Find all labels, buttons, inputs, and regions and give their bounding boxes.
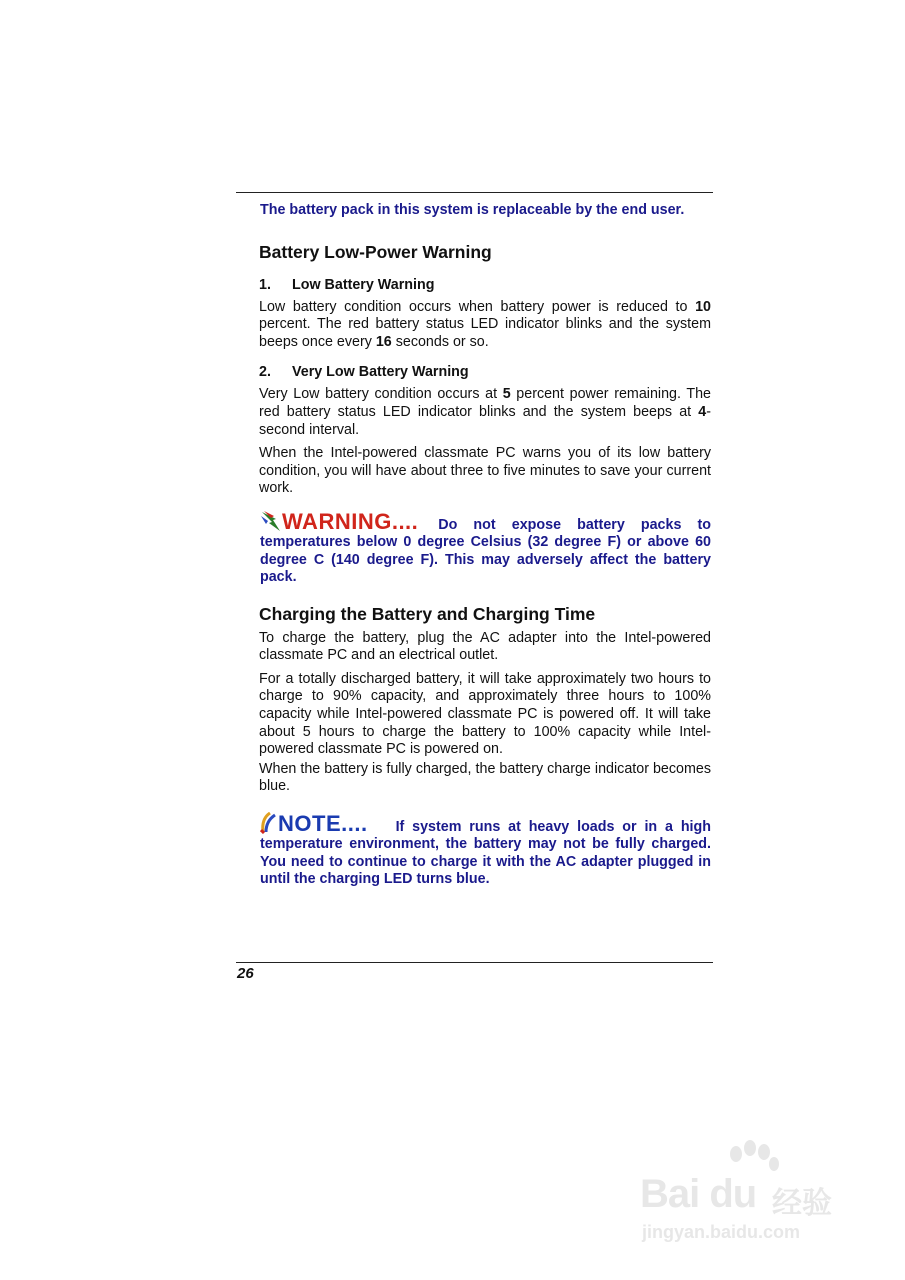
header-rule bbox=[236, 192, 713, 193]
value-10: 10 bbox=[695, 298, 711, 315]
item-number: 1. bbox=[259, 276, 271, 293]
baidu-watermark bbox=[640, 1140, 860, 1250]
text-run: Low battery condition occurs when battery power is reduced to bbox=[259, 298, 696, 315]
text-run: -second interval. bbox=[259, 403, 711, 438]
text-run: Very Low battery condition occurs at bbox=[259, 386, 503, 403]
charge-paragraph-3: When the battery is fully charged, the battery charge indicator becomes blue. bbox=[259, 760, 711, 795]
warning-label: WARNING.... bbox=[282, 508, 419, 534]
item-title: Very Low Battery Warning bbox=[292, 364, 469, 381]
very-low-battery-paragraph bbox=[259, 386, 711, 439]
note-notice bbox=[260, 812, 711, 889]
text-run: seconds or so. bbox=[391, 333, 489, 350]
section-heading-low-power: Battery Low-Power Warning bbox=[259, 241, 492, 262]
item-title: Low Battery Warning bbox=[292, 276, 435, 293]
note-icon bbox=[260, 812, 278, 834]
watermark-url: jingyan.baidu.com bbox=[642, 1222, 801, 1242]
save-work-paragraph: When the Intel-powered classmate PC warns you of its low battery condition, you will have about three to five minutes to save your current work. bbox=[259, 445, 711, 497]
page-number: 26 bbox=[237, 965, 254, 982]
warning-icon bbox=[260, 510, 282, 532]
value-5: 5 bbox=[502, 386, 511, 403]
section-heading-charging: Charging the Battery and Charging Time bbox=[259, 603, 596, 624]
charge-paragraph-1: To charge the battery, plug the AC adapter into the Intel-powered classmate PC and an electrical outlet. bbox=[259, 629, 711, 664]
warning-text: Do not expose battery packs to temperatures below 0 degree Celsius (32 degree F) or above 60 degree C (140 degree F). This may adversely affect the battery pack. bbox=[260, 516, 711, 586]
watermark-brand: Bai du bbox=[640, 1172, 757, 1216]
note-badge bbox=[260, 812, 368, 836]
low-battery-paragraph bbox=[259, 299, 711, 352]
item-heading-low-battery bbox=[259, 276, 711, 294]
charge-paragraph-2: For a totally discharged battery, it will take approximately two hours to charge to 90% capacity, and approximately three hours to 100% capacity while Intel-powered classmate PC is powered off. It will take about 5 hours to charge the battery to 100% capacity while Intel-powered classmate PC is powered on. bbox=[259, 670, 711, 758]
warning-badge bbox=[260, 510, 418, 534]
intro-note: The battery pack in this system is replaceable by the end user. bbox=[260, 202, 685, 218]
item-number: 2. bbox=[259, 364, 271, 381]
page-content bbox=[259, 202, 711, 889]
warning-notice bbox=[260, 510, 711, 587]
watermark-cn: 经验 bbox=[772, 1187, 832, 1220]
text-run: percent power remaining. The red battery status LED indicator blinks and the system beeps at bbox=[259, 386, 711, 420]
value-4: 4 bbox=[698, 403, 707, 420]
footer-rule bbox=[236, 962, 713, 963]
note-text: If system runs at heavy loads or in a high temperature environment, the battery may not be fully charged. You need to continue to charge it with the AC adapter plugged in until the charging LED turns blue. bbox=[260, 818, 711, 888]
note-label: NOTE.... bbox=[278, 810, 368, 836]
text-run: percent. The red battery status LED indicator blinks and the system beeps once every bbox=[259, 316, 711, 350]
item-heading-very-low-battery bbox=[259, 363, 711, 381]
value-16: 16 bbox=[375, 333, 392, 350]
